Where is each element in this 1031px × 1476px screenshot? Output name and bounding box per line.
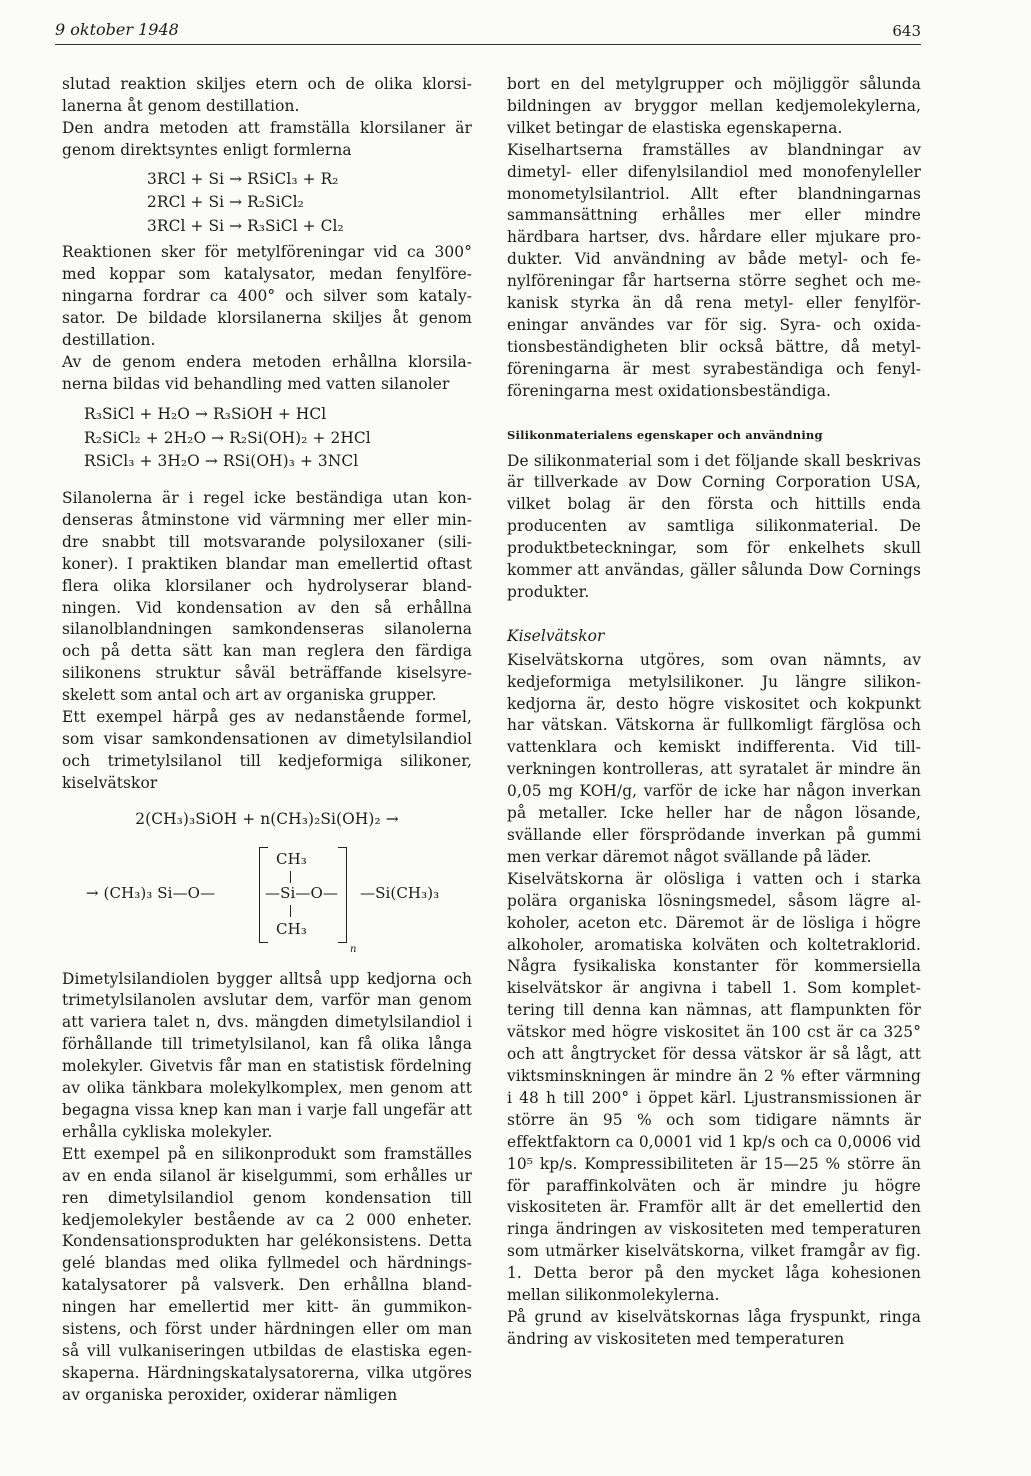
formula-left-group: → (CH₃)₃ Si—O— xyxy=(86,883,216,902)
issue-date: 9 oktober 1948 xyxy=(55,20,179,39)
subsection-heading: Kiselvätskor xyxy=(507,626,605,645)
paragraph: Reaktionen sker för metylföreningar vid ca 300° med koppar som katalysator, medan fenylföreningarna fordrar ca 400° och silver som katalysator. De bildade klorsilanerna skiljes åt genom destillation. xyxy=(62,243,472,349)
formula-ch3-bottom: CH₃ xyxy=(276,919,307,938)
paragraph: bort en del metylgrupper och möjliggör sålunda bildningen av bryggor mellan kedjemolekylerna, vilket betingar de elastiska egenskaperna. xyxy=(507,75,921,137)
page-header xyxy=(55,18,921,45)
left-column xyxy=(62,74,472,1407)
repeat-count-n: n xyxy=(350,943,357,955)
paragraph: Kiselvätskorna utgöres, som ovan nämnts, av kedjeformiga metylsilikoner. Ju längre silikonkedjorna är, desto högre viskositet och kokpunkt har vätskan. Vätskorna är fullkomligt färglösa och vattenklara och kemiskt indifferenta. Vid tillverkningen kontrolleras, att syratalet är mindre än 0,05 mg KOH/g, varför de icke har någon inverkan på metaller. Icke heller har de någon lösande, svällande eller försprödande inverkan på gummi men verkar däremot något svällande på läder. xyxy=(507,650,921,866)
condensation-formula: 2(CH₃)₃SiOH + n(CH₃)₂Si(OH)₂ → xyxy=(135,809,399,828)
paragraph: På grund av kiselvätskornas låga fryspunkt, ringa ändring av viskositeten med temperaturen xyxy=(507,1307,921,1348)
reaction-equation: 3RCl + Si → RSiCl₃ + R₂ xyxy=(147,169,339,188)
right-bracket xyxy=(338,847,347,943)
paragraph: Den andra metoden att framställa klorsilaner är genom direktsyntes enligt formlerna xyxy=(62,118,472,159)
reaction-equation: R₃SiCl + H₂O → R₃SiOH + HCl xyxy=(84,405,327,424)
chain-structure-formula xyxy=(62,837,472,957)
paragraph: De silikonmaterial som i det följande skall beskrivas är tillverkade av Dow Corning Corporation USA, vilket bolag är den första och hittills enda producenten av samtliga silikonmaterial. De produktbeteckningar, som för enkelhets skull kommer att användas, gäller sålunda Dow Cornings produkter. xyxy=(507,451,921,601)
paragraph: Ett exempel härpå ges av nedanstående formel, som visar samkondensationen av dimetylsilandiol och trimetylsilanol till kedjeformiga silikoner, kiselvätskor xyxy=(62,708,472,792)
formula-ch3-top: CH₃ xyxy=(276,849,307,868)
bond-line xyxy=(290,871,291,883)
reaction-equation: RSiCl₃ + 3H₂O → RSi(OH)₃ + 3NCl xyxy=(84,452,359,471)
paragraph: Silanolerna är i regel icke beständiga utan kondenseras åtminstone vid värmning mer eller mindre snabbt till motsvarande polysiloxaner (silikoner). I praktiken blandar man emellertid oftast flera olika klorsilaner och hydrolyserar blandningen. Vid kondensation av den så erhållna silanolblandningen samkondenseras silanolerna och på detta sätt kan man reglera den färdiga silikonens struktur såväl beträffande kiselsyreskelett som antal och art av organiska grupper. xyxy=(62,488,472,705)
paragraph: Dimetylsilandiolen bygger alltså upp kedjorna och trimetylsilanolen avslutar dem, varför man genom att variera talet n, dvs. mängden dimetylsilandiol i förhållande till trimetylsilanol, kan få olika långa molekyler. Givetvis får man en statistisk fördelning av olika tänkbara molekylkomplex, men genom att begagna vissa knep kan man i varje fall ungefär att erhålla cykliska molekyler. xyxy=(62,969,472,1141)
reaction-equation: 2RCl + Si → R₂SiCl₂ xyxy=(147,193,304,212)
section-heading: Silikonmaterialens egenskaper och användning xyxy=(507,427,823,442)
reaction-equation: R₂SiCl₂ + 2H₂O → R₂Si(OH)₂ + 2HCl xyxy=(84,428,371,447)
formula-right-group: —Si(CH₃)₃ xyxy=(360,883,440,902)
right-column xyxy=(507,74,921,1351)
reaction-list-direct-synthesis xyxy=(62,168,472,239)
reaction-equation: 3RCl + Si → R₃SiCl + Cl₂ xyxy=(147,216,344,235)
paragraph: Av de genom endera metoden erhållna klorsilanerna bildas vid behandling med vatten silanoler xyxy=(62,352,472,393)
reaction-list-hydrolysis xyxy=(62,403,472,474)
paragraph: Kiselhartserna framställes av blandningar av dimetyl- eller difenylsilandiol med monofenyleller monometylsilantriol. Allt efter blandningarnas sammansättning erhålles mer eller mindre härdbara hartser, dvs. hårdare eller mjukare produkter. Vid användning av både metyl- och fenylföreningar får hartserna större seghet och mekanisk styrka än då rena metyl- eller fenylföreningar användes var för sig. Syra- och oxidationsbeständigheten blir också bättre, då metylföreningarna är mest syrabeständiga och fenylföreningarna mest oxidationsbeständiga. xyxy=(507,140,921,400)
paragraph: slutad reaktion skiljes etern och de olika klorsilanerna åt genom destillation. xyxy=(62,75,472,115)
paragraph: Kiselvätskorna är olösliga i vatten och i starka polära organiska lösningsmedel, såsom lägre alkoholer, aceton etc. Däremot är de lösliga i högre alkoholer, aromatiska kolväten och koltetraklorid. Några fysikaliska konstanter för kommersiella kiselvätskor är angivna i tabell 1. Som komplettering till denna kan nämnas, att flampunkten för vätskor med högre viskositet än 100 cst är ca 325° och att ångtrycket för dessa vätskor är så lågt, att viktsminskningen är mindre än 2 % efter värmning i 48 h till 200° i öppet kärl. Ljustransmissionen är större än 95 % och som tidigare nämnts är effektfaktorn ca 0,0001 vid 1 kp/s och ca 0,0006 vid 10⁵ kp/s. Kompressibiliteten är 15—25 % större än för paraffinkolväten och är mindre ju högre viskositeten är. Framför allt är det emellertid den ringa ändringen av viskositeten med temperaturen som utmärker kiselvätskorna, vilket framgår av fig. 1. Detta beror på den mycket låga kohesionen mellan silikonmolekylerna. xyxy=(507,869,921,1305)
formula-repeat-unit: —Si—O— xyxy=(265,883,338,902)
bond-line xyxy=(290,905,291,917)
page-number: 643 xyxy=(892,22,921,40)
paragraph: Ett exempel på en silikonprodukt som framställes av en enda silanol är kiselgummi, som erhålles ur ren dimetylsilandiol genom kondensation till kedjemolekyler bestående av ca 2 000 enheter. Kondensationsprodukten har gelékonsistens. Detta gelé blandas med olika fyllmedel och härdningskatalysatorer på valsverk. Den erhållna blandningen har emellertid mer kitt- än gummikonsistens, och först under härdningen eller om man så vill vulkaniseringen utbildas de elastiska egenskaperna. Härdningskatalysatorerna, vilka utgöres av organiska peroxider, oxiderar nämligen xyxy=(62,1144,472,1404)
